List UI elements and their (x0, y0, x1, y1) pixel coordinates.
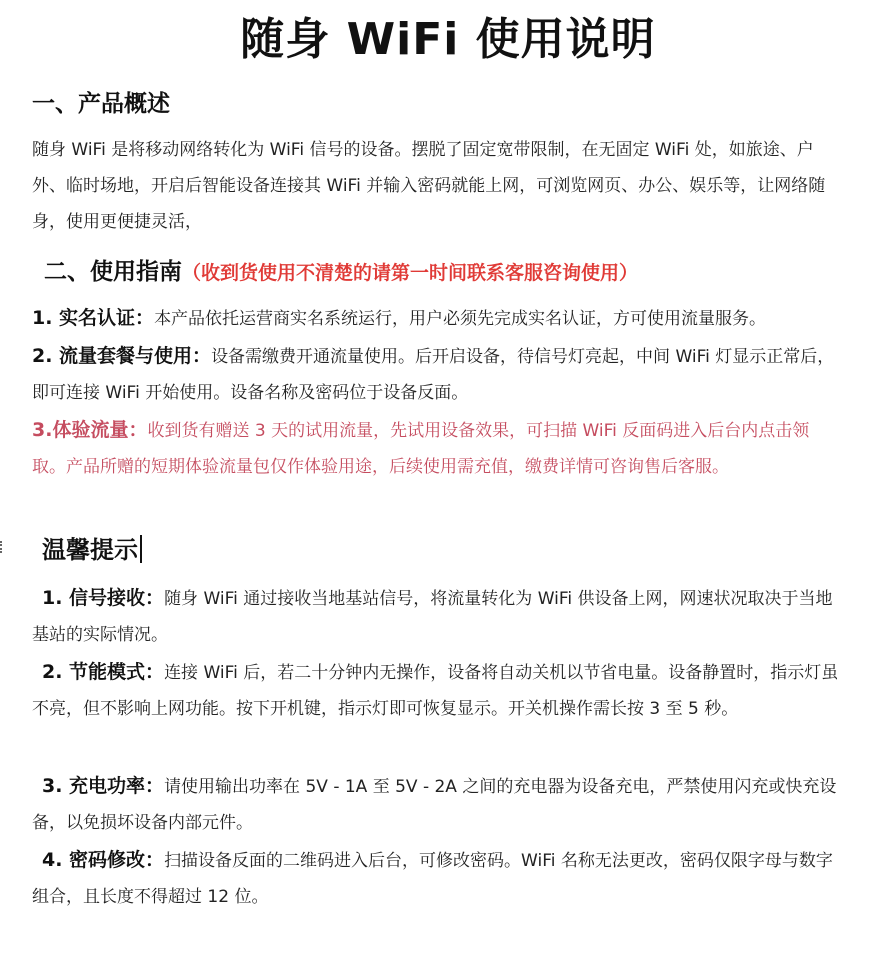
guide-item-label: 1. 实名认证： (32, 307, 155, 329)
tip-item (32, 580, 842, 653)
margin-marker (0, 541, 5, 553)
text-cursor (140, 535, 142, 563)
tip-item-text: 请使用输出功率在 5V - 1A 至 5V - 2A 之间的充电器为设备充电，严禁使用闪充或快充设备，以免损坏设备内部元件。 (32, 777, 837, 833)
tip-item-label: 2. 节能模式： (42, 661, 165, 683)
section-guide-heading (44, 256, 638, 289)
section-guide-title: 二、使用指南 (44, 259, 182, 285)
page-title: 随身 WiFi 使用说明 (240, 14, 656, 65)
guide-item (32, 300, 842, 337)
guide-item-label: 2. 流量套餐与使用： (32, 345, 212, 367)
guide-item-text: 收到货有赠送 3 天的试用流量，先试用设备效果，可扫描 WiFi 反面码进入后台内点击领取。产品所赠的短期体验流量包仅作体验用途，后续使用需充值，缴费详情可咨询售后客服。 (32, 421, 810, 477)
tip-item (32, 842, 842, 915)
tips-heading-text: 温馨提示 (42, 536, 138, 564)
section-overview-heading: 一、产品概述 (32, 91, 170, 117)
tip-item-text: 连接 WiFi 后，若二十分钟内无操作，设备将自动关机以节省电量。设备静置时，指示灯虽不亮，但不影响上网功能。按下开机键，指示灯即可恢复显示。开关机操作需长按 3 至 5 秒。 (32, 663, 839, 719)
guide-item-text: 设备需缴费开通流量使用。后开启设备，待信号灯亮起，中间 WiFi 灯显示正常后，即可连接 WiFi 开始使用。设备名称及密码位于设备反面。 (32, 347, 835, 403)
guide-item-text: 本产品依托运营商实名系统运行，用户必须先完成实名认证，方可使用流量服务。 (154, 309, 767, 329)
tip-item (32, 654, 842, 727)
tip-item-label: 3. 充电功率： (42, 775, 165, 797)
tip-item-text: 随身 WiFi 通过接收当地基站信号，将流量转化为 WiFi 供设备上网，网速状况取决于当地基站的实际情况。 (32, 589, 833, 645)
section-guide-note: （收到货使用不清楚的请第一时间联系客服咨询使用） (182, 262, 639, 284)
guide-item (32, 412, 842, 485)
tip-item-text: 扫描设备反面的二维码进入后台，可修改密码。WiFi 名称无法更改，密码仅限字母与数字组合，且长度不得超过 12 位。 (32, 851, 833, 907)
tips-heading (42, 534, 142, 566)
guide-item-label: 3.体验流量： (32, 419, 148, 441)
tip-item-label: 1. 信号接收： (42, 587, 165, 609)
section-overview-body: 随身 WiFi 是将移动网络转化为 WiFi 信号的设备。摆脱了固定宽带限制，在无固定 WiFi 处，如旅途、户外、临时场地，开启后智能设备连接其 WiFi 并输入密码就能上网，可浏览网页、办公、娱乐等，让网络随身，使用更便捷灵活， (32, 140, 826, 232)
guide-item (32, 338, 842, 411)
tip-item-label: 4. 密码修改： (42, 849, 165, 871)
tip-item (32, 768, 842, 841)
